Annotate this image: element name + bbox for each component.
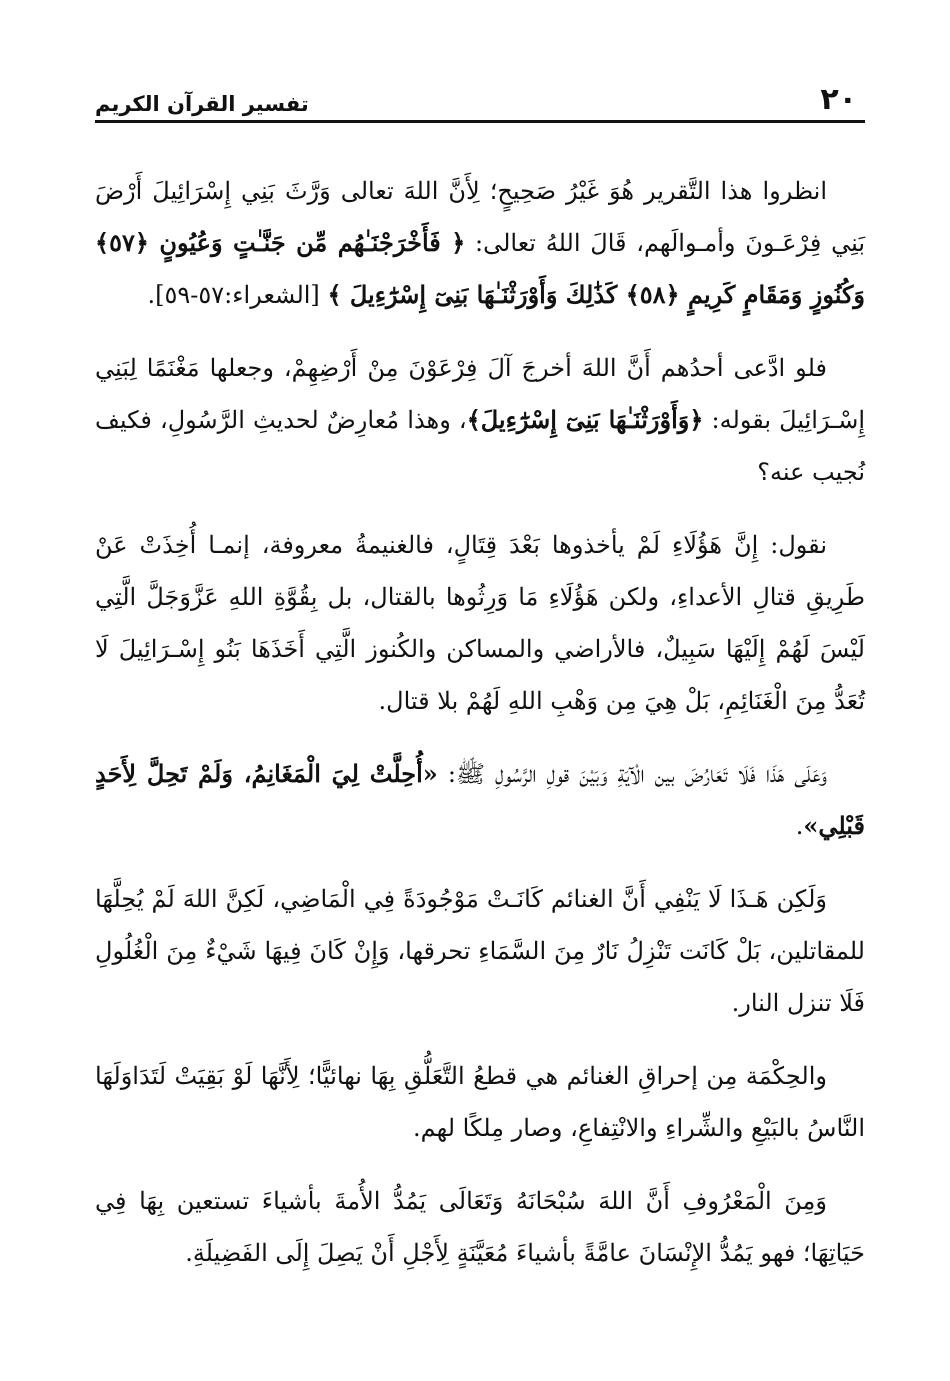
page-header: [95, 78, 865, 124]
verse-reference: [الشعراء:٥٧-٥٩].: [147, 281, 320, 309]
paragraph-5: وَلَكِن هَـذَا لَا يَنْفِي أَنَّ الغنائم كَانَـتْ مَوْجُودَةً فِي الْمَاضِي، لَكِنَّ اللهَ لَمْ يُحِلَّهَا للمقاتلين، بَلْ كَانَت تَنْزِلُ نَارٌ مِنَ السَّمَاءِ تحرقها، وَإِنْ كَانَ فِيهَا شَيْءٌ مِنَ الْغُلُولِ فَلَا تنزل النار.: [95, 885, 865, 1017]
paragraph-2-question: ، وهذا مُعارِضٌ لحديثِ الرَّسُولِ، فكيف نُجيب عنه؟: [95, 406, 865, 486]
page-body: [95, 165, 865, 1300]
paragraph-2: [95, 342, 865, 498]
paragraph-4-end: .: [795, 812, 804, 840]
paragraph-1-text: انظروا هذا التَّقرير هُوَ غَيْرُ صَحِيحٍ؛ لِأَنَّ اللهَ تعالى وَرَّثَ بَنِي إِسْرَائِيلَ أَرْضَ بَنِي فِرْعَـونَ وأمـوالَهم، قَالَ اللهُ تعالى:: [95, 177, 866, 257]
quran-verse-shuara-57-59: ﴿ فَأَخْرَجْنَـٰهُم مِّن جَنَّـٰتٍ وَعُيُونٍ ﴿٥٧﴾ وَكُنُوزٍ وَمَقَامٍ كَرِيمٍ ﴿٥٨﴾ كَذَٰلِكَ وَأَوْرَثْنَـٰهَا بَنِىٓ إِسْرَٰٓءِيلَ ﴾: [95, 228, 865, 309]
paragraph-7: وَمِنَ الْمَعْرُوفِ أَنَّ اللهَ سُبْحَانَهُ وَتَعَالَى يَمُدُّ الأُمةَ بأشياءَ تستعين بِهَا فِي حَيَاتِهَا؛ فهو يَمُدُّ الإِنْسَانَ عامَّةً بأشياءَ مُعَيَّنَةٍ لِأَجْلِ أَنْ يَصِلَ إِلَى الفَضِيلَةِ.: [95, 1187, 865, 1267]
hadith-quote: «أُحِلَّتْ لِيَ الْمَغَانِمُ، وَلَمْ تَحِلَّ لِأَحَدٍ قَبْلِي»: [95, 759, 865, 840]
paragraph-6: والحِكْمَة مِن إحراقِ الغنائم هي قطعُ التَّعَلُّقِ بِهَا نهائيًّا؛ لِأَنَّهَا لَوْ بَقِيَتْ لَتَدَاوَلَهَا النَّاسُ بالبَيْعِ والشِّراءِ والانْتِفاعِ، وصار مِلكًا لهم.: [95, 1062, 865, 1142]
paragraph-1: [95, 165, 865, 321]
paragraph-2-text: فلو ادَّعى أحدُهم أَنَّ اللهَ أخرجَ آلَ فِرْعَوْنَ مِنْ أَرْضِهِمْ، وجعلها مَغْنَمًا لِبَنِي إِسْـرَائِيلَ بقوله:: [95, 354, 865, 434]
paragraph-4-text: وَعَلَى هَذَا فَلَا تَعَارُضَ بين الْآيَةِ وَبَيْنَ قولِ الرَّسُولِ ﷺ:: [447, 760, 827, 788]
quran-verse-quote: ﴿وَأَوْرَثْنَـٰهَا بَنِىٓ إِسْرَٰٓءِيلَ﴾: [466, 405, 704, 434]
paragraph-4: [95, 748, 865, 852]
paragraph-3: نقول: إِنَّ هَؤُلَاءِ لَمْ يأخذوها بَعْدَ قِتَالٍ، فالغنيمةُ معروفة، إنمـا أُخِذَتْ عَنْ طَرِيقِ قتالِ الأعداءِ، ولكن هَؤُلَاءِ مَا وَرِثُوها بالقتال، بل بِقُوَّةِ اللهِ عَزَّوَجَلَّ الَّتِي لَيْسَ لَهُمْ إِلَيْهَا سَبِيلٌ، فالأراضي والمساكن والكُنوز الَّتِي أَخَذَهَا بَنُو إِسْـرَائِيلَ لَا تُعَدُّ مِنَ الْغَنَائِمِ، بَلْ هِيَ مِن وَهْبِ اللهِ لَهُمْ بلا قتال.: [95, 531, 865, 715]
header-rule: [95, 120, 865, 123]
page-number: ٢٠: [820, 82, 857, 117]
book-title: تفسير القرآن الكريم: [95, 92, 309, 116]
